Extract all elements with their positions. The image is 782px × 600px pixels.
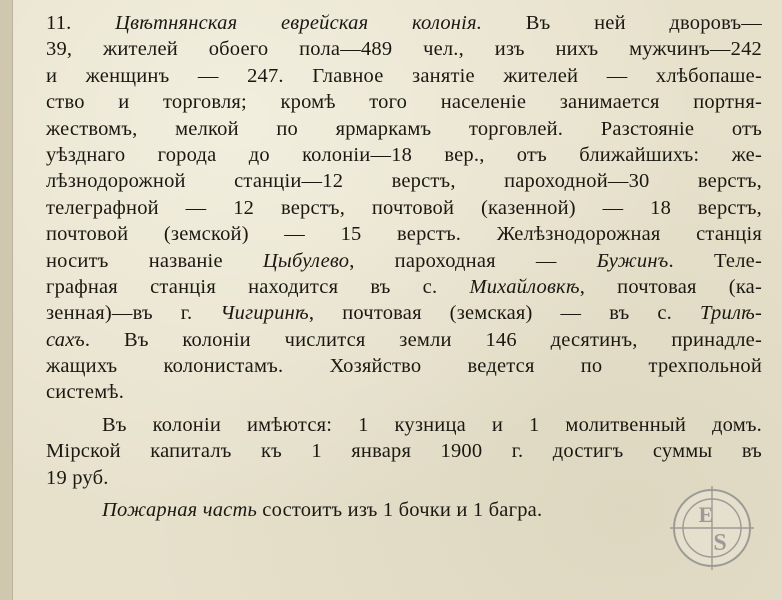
text-run: ство и торговля; кромѣ того населеніе занимается портня- [46, 91, 762, 114]
text-run: телеграфной — 12 верстъ, почтовой (казенной) — 18 верстъ, [46, 196, 762, 219]
text-line [46, 36, 762, 62]
text-line [46, 248, 762, 274]
text-line [46, 274, 762, 300]
text-line [46, 438, 762, 464]
text-run: и женщинъ — 247. Главное занятіе жителей — хлѣбопаше- [46, 64, 762, 87]
text-run: , пароходная — [349, 249, 597, 272]
text-run: Въ колоніи имѣются: 1 кузница и 1 молитвенный домъ. [102, 413, 762, 436]
text-line [46, 142, 762, 168]
svg-text:E: E [698, 502, 714, 527]
library-stamp-icon [670, 486, 754, 570]
text-line [46, 379, 762, 405]
text-line [46, 497, 762, 523]
text-run: Цыбулево [262, 249, 350, 272]
text-line [46, 10, 762, 36]
text-run: , почтовая (ка- [579, 275, 763, 298]
text-line [46, 221, 762, 247]
text-run: Трилѣ- [699, 302, 762, 325]
paragraph-colony-description [46, 10, 762, 406]
text-run: графная станція находится въ с. [46, 275, 470, 298]
text-run: лѣзнодорожной станціи—12 верстъ, пароходной—30 верстъ, [46, 170, 762, 193]
text-run: состоитъ изъ 1 бочки и 1 багра. [256, 499, 543, 522]
text-run: Чигиринѣ [220, 302, 309, 325]
text-run: . Теле- [668, 249, 762, 272]
text-run: Михайловкѣ [469, 275, 580, 298]
text-run: зенная)—въ г. [46, 302, 221, 325]
text-run: 39, жителей обоего пола—489 чел., изъ нихъ мужчинъ—242 [46, 38, 762, 61]
text-run: 11. [46, 12, 116, 34]
text-run: системѣ. [46, 381, 125, 404]
text-run: , почтовая (земская) — въ с. [308, 302, 700, 325]
text-run: носитъ названіе [46, 249, 263, 272]
text-run: . Въ колоніи числится земли 146 десятинъ, принадле- [84, 328, 762, 351]
text-run: Пожарная часть [102, 499, 257, 522]
text-body [46, 10, 762, 523]
text-line [46, 465, 762, 491]
text-run: почтовой (земской) — 15 верстъ. Желѣзнодорожная станція [46, 223, 762, 246]
text-run: Бужинъ [596, 249, 669, 272]
text-line [46, 300, 762, 326]
text-run: сахъ [46, 328, 85, 351]
paragraph-buildings-capital [46, 412, 762, 491]
text-run: 19 руб. [46, 466, 109, 489]
text-run: Мірской капиталъ къ 1 января 1900 г. достигъ суммы въ [46, 440, 762, 463]
text-run: Цвѣтнянская еврейская колонія. [115, 12, 483, 34]
text-run: жествомъ, мелкой по ярмаркамъ торговлей. Разстояніе отъ [46, 117, 762, 140]
svg-text:S: S [713, 530, 727, 556]
text-line [46, 116, 762, 142]
text-line [46, 195, 762, 221]
text-run: жащихъ колонистамъ. Хозяйство ведется по трехпольной [46, 355, 762, 378]
text-line [46, 89, 762, 115]
text-line [46, 412, 762, 438]
text-run: уѣзднаго города до колоніи—18 вер., отъ ближайшихъ: же- [46, 143, 762, 166]
text-line [46, 327, 762, 353]
text-line [46, 353, 762, 379]
text-run: Въ ней дворовъ— [482, 12, 762, 34]
text-line [46, 63, 762, 89]
paragraph-fire-equipment [46, 497, 762, 523]
text-line [46, 168, 762, 194]
page-edge [0, 0, 13, 600]
